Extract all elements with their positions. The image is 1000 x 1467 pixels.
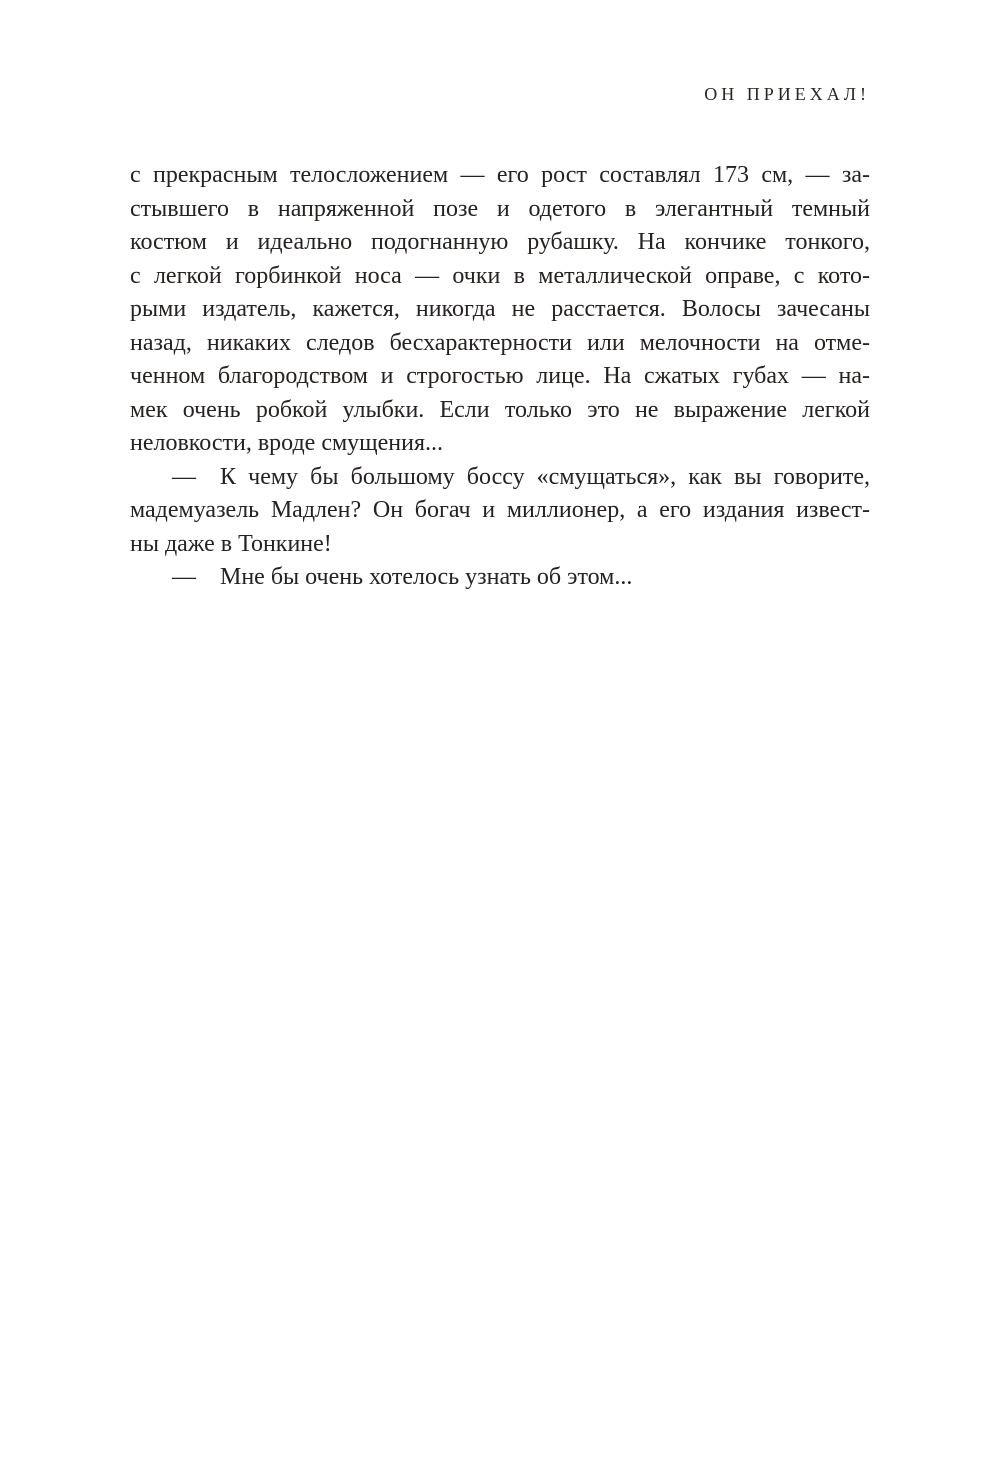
text-line: неловкости, вроде смущения... <box>130 430 444 456</box>
paragraph <box>130 159 870 461</box>
paragraph <box>130 561 870 595</box>
text-line: с прекрасным телосложением — его рост составлял 173 см, — за- <box>130 162 870 188</box>
text-line: костюм и идеально подогнанную рубашку. На кончике тонкого, <box>130 229 870 255</box>
text-line: рыми издатель, кажется, никогда не расстается. Волосы зачесаны <box>130 296 870 322</box>
body-text <box>130 159 870 595</box>
text-line: — Мне бы очень хотелось узнать об этом... <box>172 564 633 590</box>
text-line: назад, никаких следов бесхарактерности или мелочности на отме- <box>130 329 870 356</box>
paragraph <box>130 461 870 562</box>
text-line: мадемуазель Мадлен? Он богач и миллионер, а его издания извест- <box>130 497 870 523</box>
text-line: стывшего в напряженной позе и одетого в элегантный темный <box>130 195 870 222</box>
text-line: ны даже в Тонкине! <box>130 530 332 557</box>
text-line: с легкой горбинкой носа — очки в металлической оправе, с кото- <box>130 262 870 289</box>
running-header: ОН ПРИЕХАЛ! <box>704 84 870 104</box>
text-line: ченном благородством и строгостью лице. На сжатых губах — на- <box>130 363 870 389</box>
text-line: мек очень робкой улыбки. Если только это не выражение легкой <box>130 396 870 423</box>
text-line: — К чему бы большому боссу «смущаться», как вы говорите, <box>172 463 870 490</box>
